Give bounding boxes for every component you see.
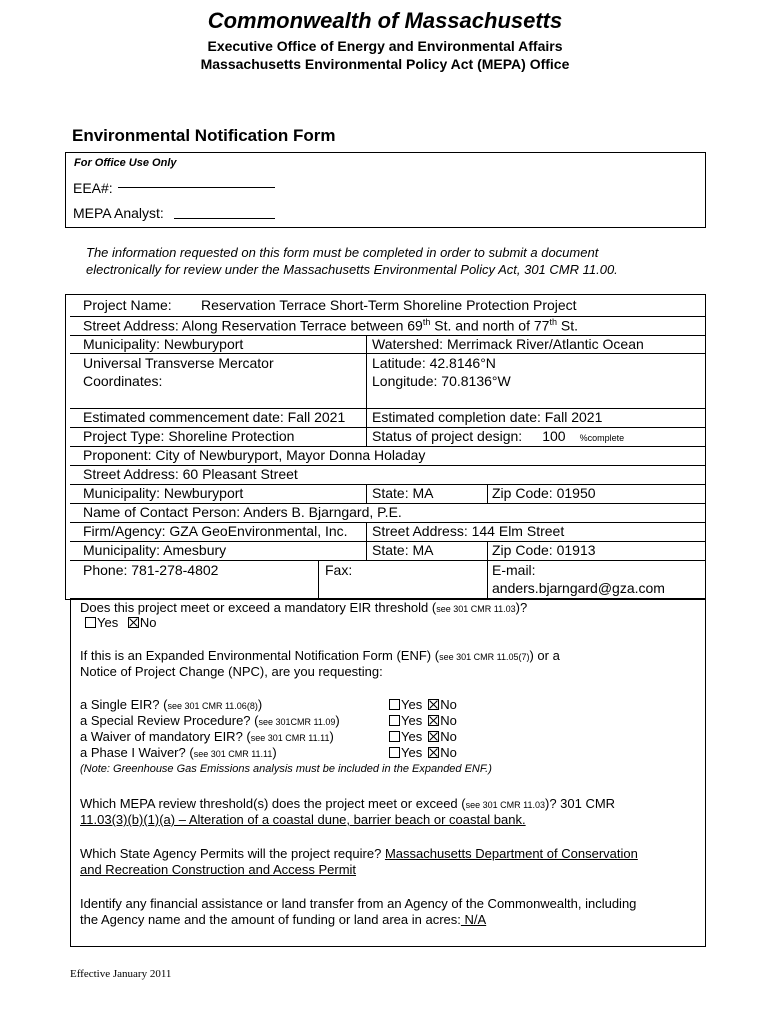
financial-question-line-2: the Agency name and the amount of funding or land area in acres: N/A (80, 912, 487, 927)
project-name-label: Project Name: (83, 297, 172, 313)
no-label: No (139, 615, 157, 630)
email-label: E-mail: (492, 562, 536, 578)
project-type[interactable]: Project Type: Shoreline Protection (83, 428, 295, 444)
document-subtitle-office: Executive Office of Energy and Environmental Affairs (207, 38, 563, 54)
intro-line-1: The information requested on this form must be completed in order to submit a document (86, 245, 599, 260)
design-status[interactable]: Status of project design: 100 %complete (372, 428, 625, 444)
threshold-question: Which MEPA review threshold(s) does the project meet or exceed (see 301 CMR 11.03)? 301 CMR (80, 796, 616, 811)
column-divider (487, 484, 488, 503)
phase-waiver-question: a Phase I Waiver? (see 301 CMR 11.11) (80, 745, 277, 760)
phase-waiver-options: Yes No (389, 745, 457, 760)
permits-answer-1[interactable]: Massachusetts Department of Conservation (384, 846, 638, 861)
firm-zip[interactable]: Zip Code: 01913 (492, 542, 596, 558)
phase-waiver-no-checkbox[interactable] (428, 747, 439, 758)
project-longitude[interactable]: Longitude: 70.8136°W (372, 373, 511, 389)
single-eir-no-checkbox[interactable] (428, 699, 439, 710)
ghg-note: (Note: Greenhouse Gas Emissions analysis must be included in the Expanded ENF.) (80, 763, 492, 775)
fax[interactable]: Fax: (325, 562, 353, 578)
mepa-analyst-field[interactable] (174, 218, 275, 219)
row-divider (70, 353, 706, 354)
column-divider (487, 560, 488, 598)
project-watershed[interactable]: Watershed: Merrimack River/Atlantic Ocean (372, 336, 644, 352)
form-title: Environmental Notification Form (72, 126, 336, 145)
firm-agency[interactable]: Firm/Agency: GZA GeoEnvironmental, Inc. (83, 523, 348, 539)
utm-label-2: Coordinates: (83, 373, 163, 389)
enf-question-line-2: Notice of Project Change (NPC), are you requesting: (80, 664, 383, 679)
waiver-yes-checkbox[interactable] (389, 731, 400, 742)
column-divider (366, 484, 367, 503)
firm-municipality[interactable]: Municipality: Amesbury (83, 542, 227, 558)
eir-threshold-question: Does this project meet or exceed a mandatory EIR threshold (see 301 CMR 11.03)? (80, 600, 528, 615)
enf-question-line-1: If this is an Expanded Environmental Notification Form (ENF) (see 301 CMR 11.05(7)) or a (80, 648, 560, 663)
email-value[interactable]: anders.bjarngard@gza.com (492, 580, 665, 596)
commencement-date[interactable]: Estimated commencement date: Fall 2021 (83, 409, 346, 425)
proponent-street-address[interactable]: Street Address: 60 Pleasant Street (83, 466, 298, 482)
firm-street-address[interactable]: Street Address: 144 Elm Street (372, 523, 565, 539)
document-subtitle-mepa: Massachusetts Environmental Policy Act (MEPA) Office (200, 56, 570, 72)
eir-yes-checkbox[interactable] (85, 617, 96, 628)
completion-date[interactable]: Estimated completion date: Fall 2021 (372, 409, 603, 425)
office-use-label: For Office Use Only (74, 157, 177, 169)
firm-state[interactable]: State: MA (372, 542, 434, 558)
special-review-question: a Special Review Procedure? (see 301CMR 11.09) (80, 713, 340, 728)
project-name-value[interactable]: Reservation Terrace Short-Term Shoreline Protection Project (201, 297, 577, 313)
permits-answer-2[interactable]: and Recreation Construction and Access Permit (80, 862, 357, 877)
waiver-options: Yes No (389, 729, 457, 744)
proponent[interactable]: Proponent: City of Newburyport, Mayor Donna Holaday (83, 447, 426, 463)
waiver-no-checkbox[interactable] (428, 731, 439, 742)
eea-number-field[interactable] (118, 187, 275, 188)
proponent-state[interactable]: State: MA (372, 485, 434, 501)
proponent-municipality[interactable]: Municipality: Newburyport (83, 485, 244, 501)
column-divider (318, 560, 319, 598)
intro-line-2: electronically for review under the Massachusetts Environmental Policy Act, 301 CMR 11.00. (86, 262, 618, 277)
yes-label: Yes (97, 615, 119, 630)
financial-question-line-1: Identify any financial assistance or land transfer from an Agency of the Commonwealth, including (80, 896, 637, 911)
financial-answer[interactable]: N/A (460, 912, 487, 927)
footer-effective-date: Effective January 2011 (70, 968, 172, 980)
single-eir-yes-checkbox[interactable] (389, 699, 400, 710)
special-review-no-checkbox[interactable] (428, 715, 439, 726)
special-review-options: Yes No (389, 713, 457, 728)
phone[interactable]: Phone: 781-278-4802 (83, 562, 219, 578)
threshold-answer[interactable]: 11.03(3)(b)(1)(a) – Alteration of a coastal dune, barrier beach or coastal bank. (80, 812, 526, 827)
waiver-question: a Waiver of mandatory EIR? (see 301 CMR 11.11) (80, 729, 334, 744)
column-divider (487, 541, 488, 560)
column-divider (366, 335, 367, 408)
project-street-address[interactable]: Street Address: Along Reservation Terrace between 69th St. and north of 77th St. (83, 317, 578, 334)
single-eir-options: Yes No (389, 697, 457, 712)
document-title: Commonwealth of Massachusetts (207, 8, 563, 33)
eir-no-checkbox[interactable] (128, 617, 139, 628)
eea-number-label: EEA#: (73, 180, 113, 196)
single-eir-question: a Single EIR? (see 301 CMR 11.06(8)) (80, 697, 263, 712)
permits-question: Which State Agency Permits will the project require? Massachusetts Department of Conservation (80, 846, 638, 861)
contact-person[interactable]: Name of Contact Person: Anders B. Bjarngard, P.E. (83, 504, 402, 520)
project-municipality[interactable]: Municipality: Newburyport (83, 336, 244, 352)
phase-waiver-yes-checkbox[interactable] (389, 747, 400, 758)
project-latitude[interactable]: Latitude: 42.8146°N (372, 355, 496, 371)
utm-label-1: Universal Transverse Mercator (83, 355, 274, 371)
mepa-analyst-label: MEPA Analyst: (73, 205, 164, 221)
row-divider (70, 560, 706, 561)
eir-threshold-options (85, 615, 156, 630)
proponent-zip[interactable]: Zip Code: 01950 (492, 485, 596, 501)
special-review-yes-checkbox[interactable] (389, 715, 400, 726)
